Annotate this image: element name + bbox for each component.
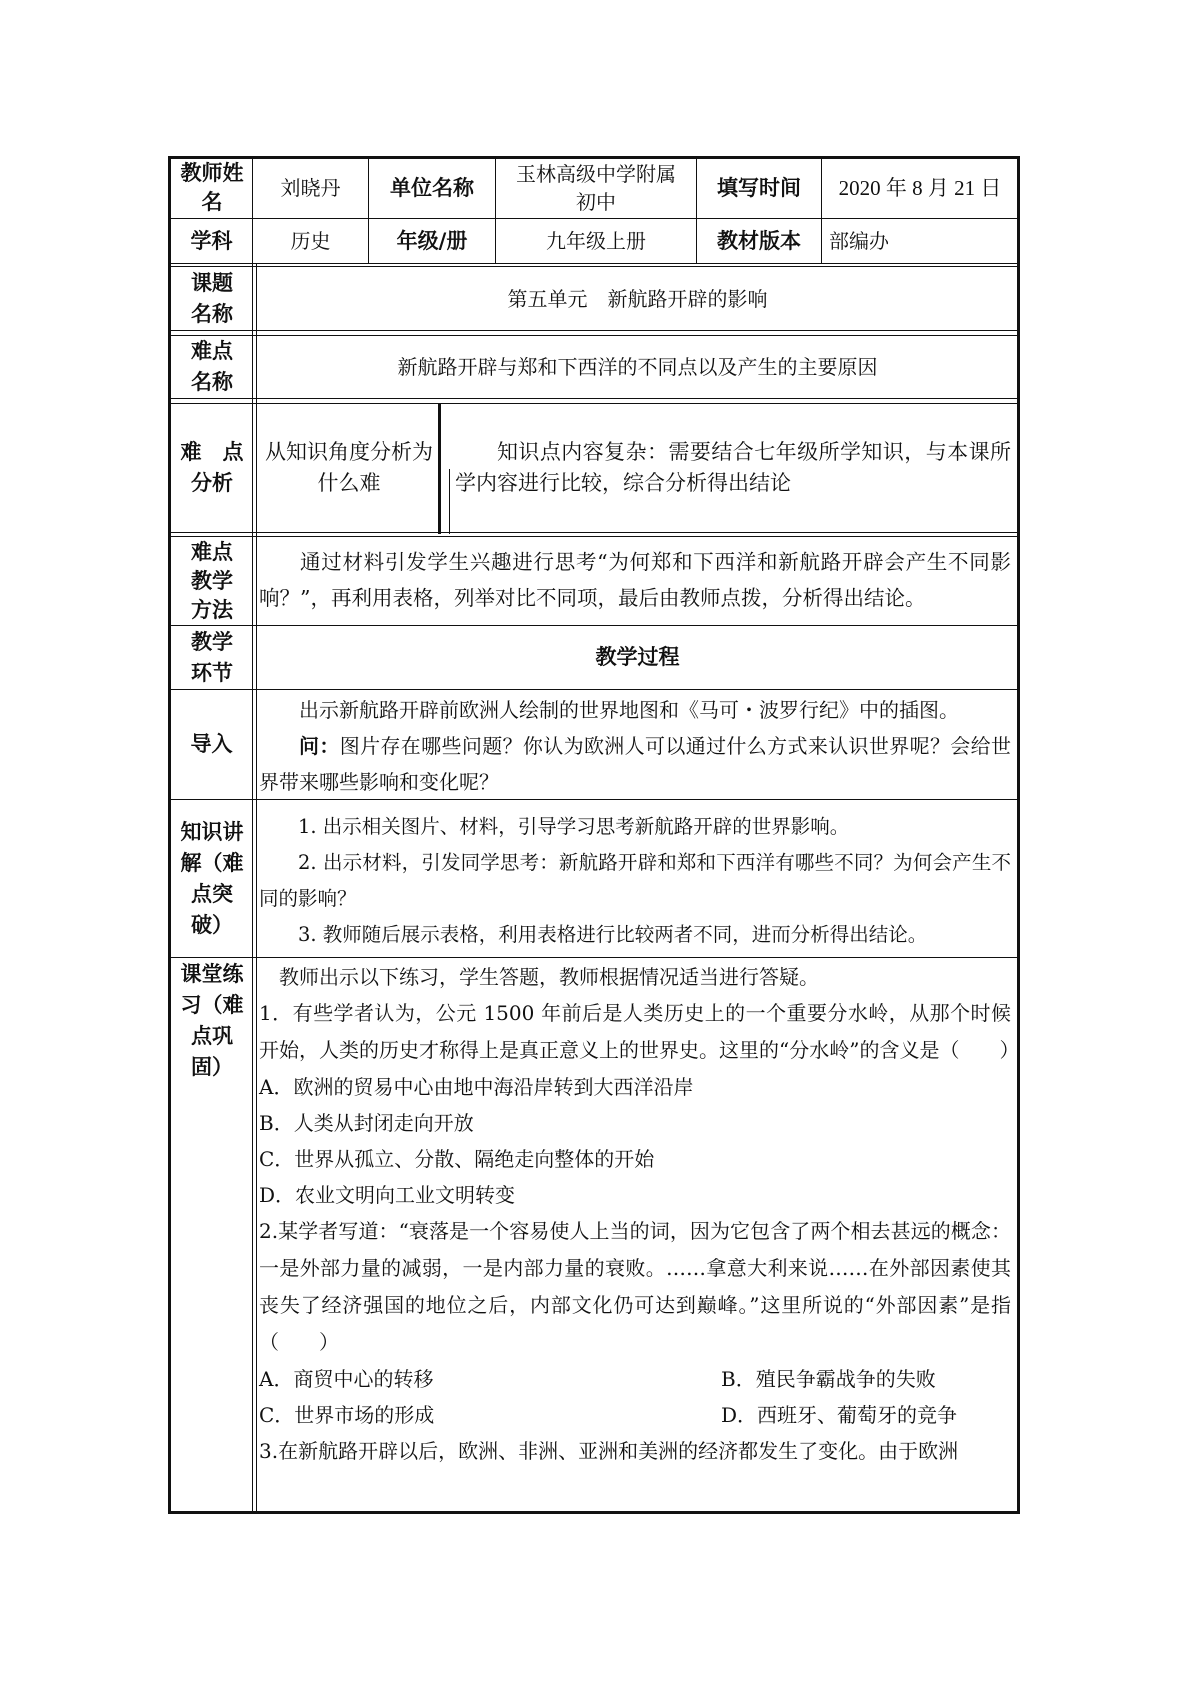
difficulty-label: 难点名称 bbox=[191, 339, 233, 394]
row-divider bbox=[171, 957, 1017, 958]
q1-option-d: D．农业文明向工业文明转变 bbox=[259, 1183, 516, 1207]
row-divider bbox=[171, 532, 1017, 533]
analysis-label: 难 点分析 bbox=[180, 440, 244, 495]
question-3: 3.在新航路开辟以后，欧洲、非洲、亚洲和美洲的经济都发生了变化。由于欧洲 bbox=[259, 1439, 959, 1463]
lesson-plan-table bbox=[168, 156, 1020, 1514]
q1-option-b: B．人类从封闭走向开放 bbox=[259, 1111, 474, 1135]
intro-label: 导入 bbox=[190, 732, 233, 756]
topic-label: 课题名称 bbox=[191, 270, 233, 326]
q2-options-row-2 bbox=[259, 1397, 1011, 1433]
column-divider bbox=[696, 159, 697, 264]
row-divider bbox=[171, 689, 1017, 690]
explain-item: 3. 教师随后展示表格，利用表格进行比较两者不同，进而分析得出结论。 bbox=[298, 923, 928, 946]
column-divider bbox=[256, 264, 257, 1514]
explain-item: 2. 出示材料，引发同学思考：新航路开辟和郑和下西洋有哪些不同？为何会产生不同的影响？ bbox=[259, 851, 1011, 910]
method-content: 通过材料引发学生兴趣进行思考“为何郑和下西洋和新航路开辟会产生不同影响？”，再利用表格，列举对比不同项，最后由教师点拨，分析得出结论。 bbox=[259, 550, 1011, 610]
intro-question-prefix: 问： bbox=[299, 734, 340, 758]
analysis-sub-label: 从知识角度分析为什么难 bbox=[265, 440, 433, 495]
intro-question-text: 图片存在哪些问题？你认为欧洲人可以通过什么方式来认识世界呢？会给世界带来哪些影响和变化呢？ bbox=[259, 734, 1012, 794]
q1-option-a: A．欧洲的贸易中心由地中海沿岸转到大西洋沿岸 bbox=[259, 1075, 694, 1099]
practice-content bbox=[259, 959, 1020, 1469]
process-label: 教学环节 bbox=[191, 629, 233, 685]
column-divider bbox=[252, 159, 253, 1514]
explain-label: 知识讲解（难点突破） bbox=[180, 819, 244, 937]
analysis-content: 知识点内容复杂：需要结合七年级所学知识，与本课所学内容进行比较，综合分析得出结论 bbox=[455, 440, 1011, 495]
grade-label: 年级/册 bbox=[396, 228, 468, 253]
date-value: 2020 年 8 月 21 日 bbox=[838, 176, 1002, 200]
column-divider bbox=[821, 159, 822, 264]
teacher-name: 刘晓丹 bbox=[280, 176, 341, 200]
row-divider bbox=[171, 398, 1017, 399]
q2-option-d: D．西班牙、葡萄牙的竞争 bbox=[721, 1403, 958, 1427]
date-label: 填写时间 bbox=[717, 175, 801, 200]
edition-value: 部编办 bbox=[829, 229, 889, 253]
practice-intro: 教师出示以下练习，学生答题，教师根据情况适当进行答疑。 bbox=[279, 965, 819, 989]
process-title: 教学过程 bbox=[595, 645, 680, 669]
edition-label: 教材版本 bbox=[717, 228, 801, 253]
difficulty-value: 新航路开辟与郑和下西洋的不同点以及产生的主要原因 bbox=[397, 355, 878, 379]
column-divider bbox=[438, 403, 441, 534]
explain-list bbox=[259, 809, 1011, 953]
q1-option-c: C．世界从孤立、分散、隔绝走向整体的开始 bbox=[259, 1147, 655, 1171]
intro-question bbox=[259, 728, 1011, 800]
row-divider bbox=[171, 263, 1017, 264]
explain-item: 1. 出示相关图片、材料，引导学习思考新航路开辟的世界影响。 bbox=[298, 815, 850, 838]
unit-name: 玉林高级中学附属初中 bbox=[516, 162, 676, 214]
intro-line1: 出示新航路开辟前欧洲人绘制的世界地图和《马可・波罗行纪》中的插图。 bbox=[299, 698, 959, 722]
method-label: 难点教学方法 bbox=[191, 539, 233, 622]
q2-option-a: A．商贸中心的转移 bbox=[259, 1367, 434, 1391]
q2-option-b: B．殖民争霸战争的失败 bbox=[721, 1367, 936, 1391]
q2-option-c: C．世界市场的形成 bbox=[259, 1403, 435, 1427]
row-divider bbox=[171, 536, 1017, 537]
grade-value: 九年级上册 bbox=[546, 229, 646, 253]
column-divider bbox=[495, 159, 496, 264]
topic-value: 第五单元 新航路开辟的影响 bbox=[507, 286, 768, 311]
teacher-label: 教师姓名 bbox=[180, 161, 244, 214]
q2-options-row-1 bbox=[259, 1361, 1011, 1397]
question-2: 2.某学者写道：“衰落是一个容易使人上当的词，因为它包含了两个相去甚远的概念：一是外部力量的减弱，一是内部力量的衰败。……拿意大利来说……在外部因素使其丧失了经济强国的地位之后，内部文化仍可达到巅峰。”这里所说的“外部因素”是指（ ） bbox=[259, 1219, 1011, 1354]
column-divider bbox=[368, 159, 369, 264]
subject-value: 历史 bbox=[290, 229, 331, 253]
subject-label: 学科 bbox=[190, 228, 233, 253]
row-divider bbox=[171, 330, 1017, 331]
unit-label: 单位名称 bbox=[390, 175, 474, 200]
question-1: 1．有些学者认为，公元 1500 年前后是人类历史上的一个重要分水岭，从那个时候开始，人类的历史才称得上是真正意义上的世界史。这里的“分水岭”的含义是（ ） bbox=[259, 1001, 1020, 1062]
practice-label: 课堂练习（难点巩固） bbox=[180, 962, 244, 1079]
column-divider bbox=[449, 469, 450, 534]
